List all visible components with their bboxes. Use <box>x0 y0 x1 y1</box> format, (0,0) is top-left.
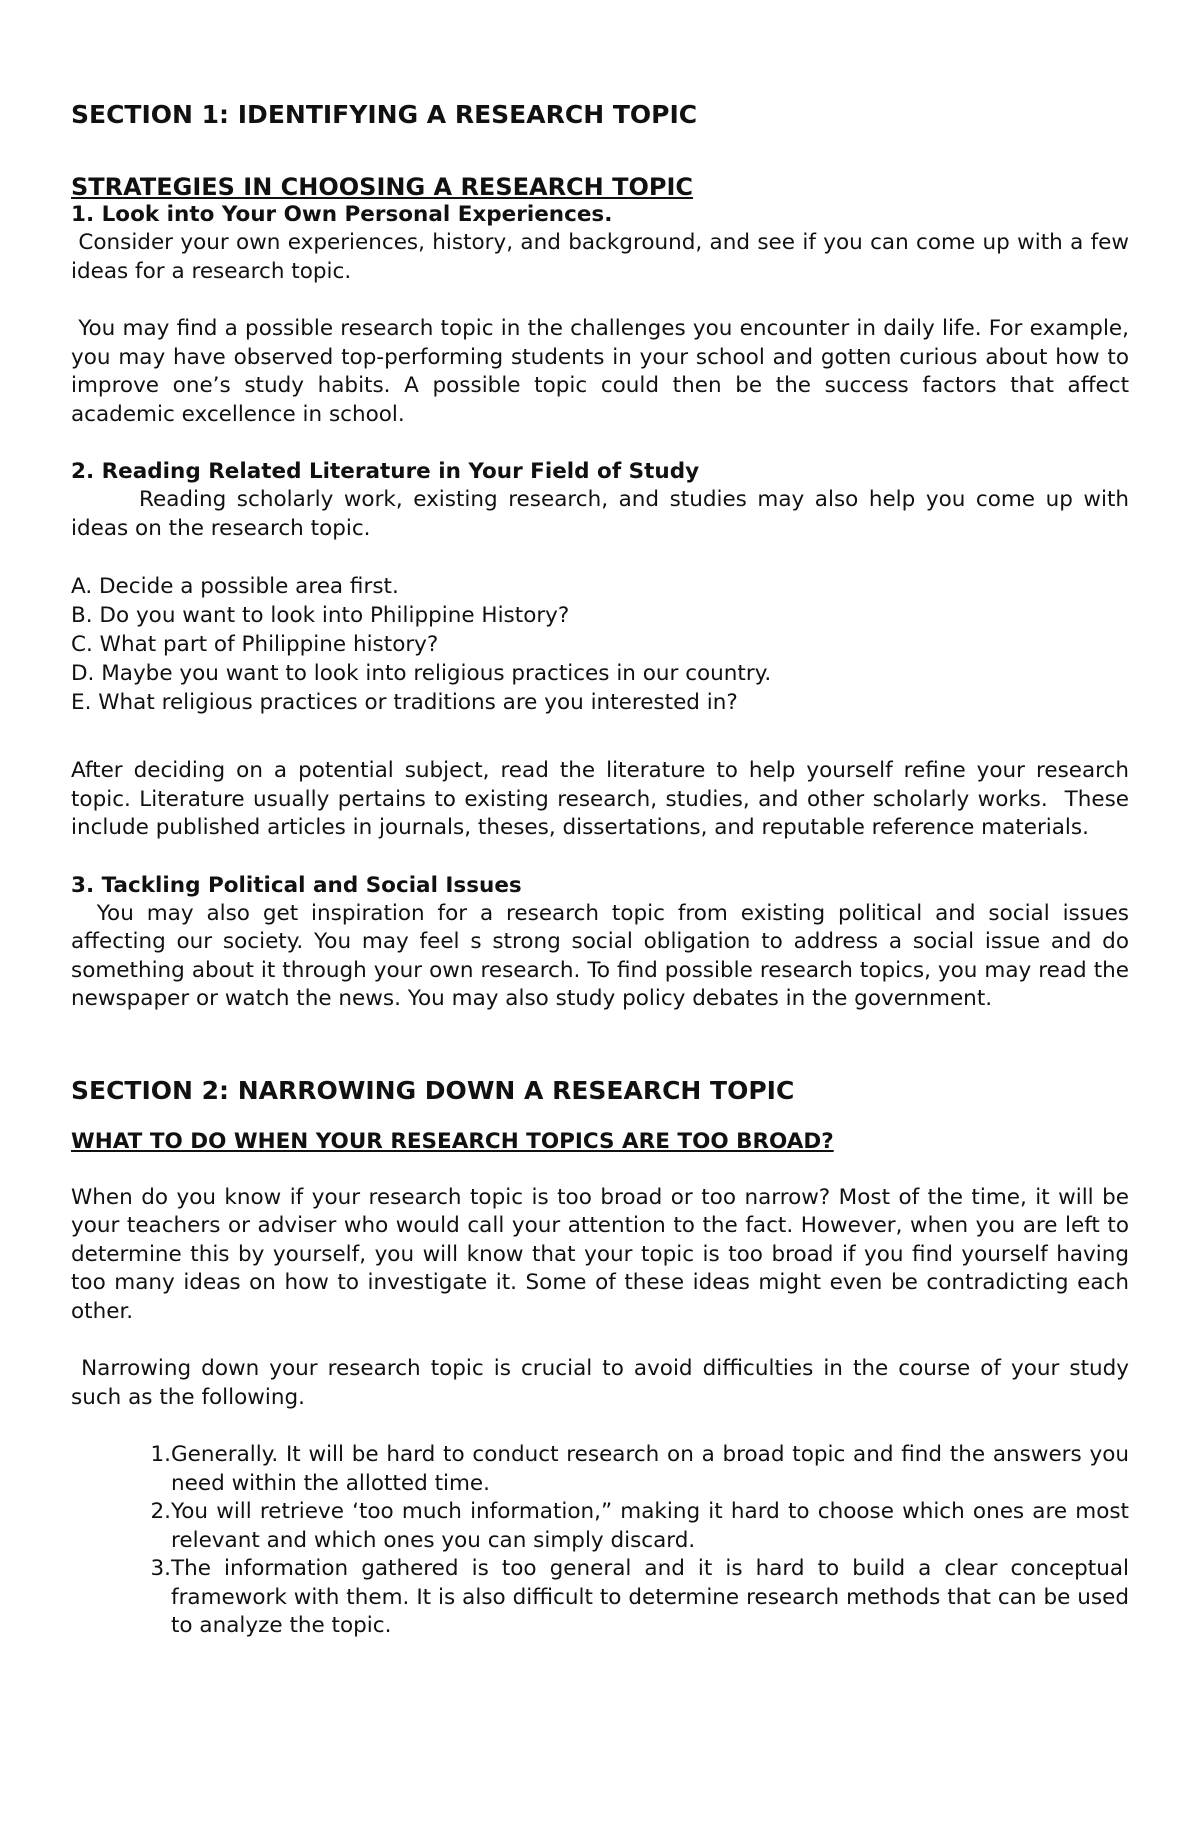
list-item <box>139 1498 1129 1555</box>
list-item: E. What religious practices or traditions are you interested in? <box>71 690 738 715</box>
list-text: You will retrieve ‘too much information,” making it hard to choose which ones are most relevant and which ones you can simply discard. <box>171 1499 1129 1553</box>
document-page <box>71 100 1136 1641</box>
difficulties-list <box>71 1441 1129 1641</box>
strategy-1-heading: 1. Look into Your Own Personal Experiences. <box>71 202 613 227</box>
strategy-2-paragraph-1: Reading scholarly work, existing research, and studies may also help you come up with ideas on the research topic. <box>71 487 1129 541</box>
list-item <box>139 1555 1129 1641</box>
list-item <box>139 1441 1129 1498</box>
list-number: 1. <box>150 1442 171 1467</box>
strategy-2-question-list <box>71 572 1129 717</box>
list-item: A. Decide a possible area first. <box>71 574 399 599</box>
section-2-subtitle: WHAT TO DO WHEN YOUR RESEARCH TOPICS ARE TOO BROAD? <box>71 1128 834 1154</box>
strategy-1-paragraph-2: You may find a possible research topic in the challenges you encounter in daily life. For example, you may have observed top-performing students in your school and gotten curious about how to improve one’s study habits. A possible topic could then be the success factors that affect academic excellence in school. <box>71 316 1136 427</box>
section-1-subtitle: STRATEGIES IN CHOOSING A RESEARCH TOPIC <box>71 173 694 201</box>
list-item: C. What part of Philippine history? <box>71 632 439 657</box>
strategy-2-heading: 2. Reading Related Literature in Your Field of Study <box>71 459 700 484</box>
section-2-paragraph-2: Narrowing down your research topic is crucial to avoid difficulties in the course of your study such as the following. <box>71 1356 1136 1410</box>
section-2-title: SECTION 2: NARROWING DOWN A RESEARCH TOPIC <box>71 1075 795 1105</box>
section-1-title: SECTION 1: IDENTIFYING A RESEARCH TOPIC <box>71 100 698 129</box>
strategy-3-paragraph-1: You may also get inspiration for a research topic from existing political and social issues affecting our society. You may feel s strong social obligation to address a social issue and do something about it through your own research. To find possible research topics, you may read the newspaper or watch the news. You may also study policy debates in the government. <box>71 900 1136 1011</box>
list-item: B. Do you want to look into Philippine History? <box>71 603 570 628</box>
list-number: 3. <box>150 1556 171 1581</box>
list-number: 2. <box>150 1499 171 1524</box>
strategy-3-heading: 3. Tackling Political and Social Issues <box>71 872 522 898</box>
list-text: Generally. It will be hard to conduct research on a broad topic and find the answers you need within the allotted time. <box>171 1442 1129 1496</box>
list-item: D. Maybe you want to look into religious practices in our country. <box>71 661 772 686</box>
section-2-paragraph-1: When do you know if your research topic is too broad or too narrow? Most of the time, it will be your teachers or adviser who would call your attention to the fact. However, when you are left to determine this by yourself, you will know that your topic is too broad if you find yourself having too many ideas on how to investigate it. Some of these ideas might even be contradicting each other. <box>71 1184 1129 1324</box>
strategy-1-paragraph-1: Consider your own experiences, history, and background, and see if you can come up with a few ideas for a research topic. <box>71 230 1136 284</box>
list-text: The information gathered is too general and it is hard to build a clear conceptual framework with them. It is also difficult to determine research methods that can be used to analyze the topic. <box>171 1556 1129 1638</box>
strategy-2-paragraph-2: After deciding on a potential subject, read the literature to help yourself refine your research topic. Literature usually pertains to existing research, studies, and other scholarly works. These include published articles in journals, theses, dissertations, and reputable reference materials. <box>71 758 1136 840</box>
